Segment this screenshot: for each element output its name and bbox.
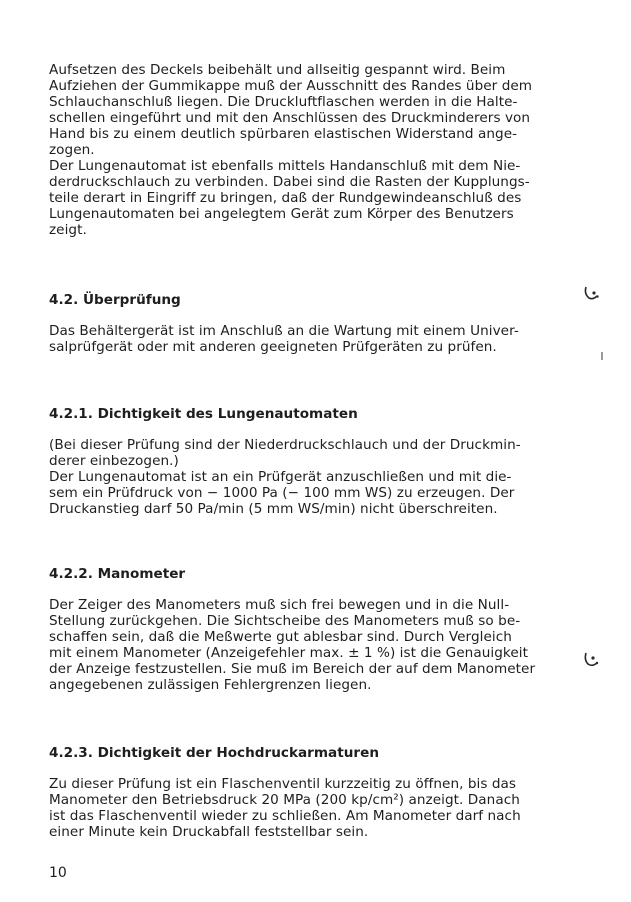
text-line: (Bei dieser Prüfung sind der Niederdruckschlauch und der Druckmin- [49,437,521,453]
text-line: Aufziehen der Gummikappe muß der Ausschnitt des Randes über dem [49,78,533,94]
binding-hole-mark-icon [583,651,601,669]
text-line: Der Zeiger des Manometers muß sich frei bewegen und in die Null- [49,597,510,613]
text-line: angegebenen zulässigen Fehlergrenzen liegen. [49,677,372,693]
text-line: Der Lungenautomat ist ebenfalls mittels Handanschluß mit dem Nie- [49,158,521,174]
text-line: schaffen sein, daß die Meßwerte gut ablesbar sind. Durch Vergleich [49,629,512,645]
text-line: sem ein Prüfdruck von − 1000 Pa (− 100 mm WS) zu erzeugen. Der [49,485,515,501]
text-line: zogen. [49,142,95,158]
section-heading-4-2: 4.2. Überprüfung [49,292,181,308]
margin-tick [601,352,603,360]
section-heading-4-2-3: 4.2.3. Dichtigkeit der Hochdruckarmaturen [49,745,379,761]
text-line: Schlauchanschluß liegen. Die Druckluftflaschen werden in die Halte- [49,94,518,110]
text-line: einer Minute kein Druckabfall feststellbar sein. [49,824,369,840]
text-line: Manometer den Betriebsdruck 20 MPa (200 kp/cm²) anzeigt. Danach [49,792,520,808]
text-line: teile derart in Eingriff zu bringen, daß der Rundgewindeanschluß des [49,190,522,206]
text-line: Das Behältergerät ist im Anschluß an die Wartung mit einem Univer- [49,323,519,339]
section-heading-4-2-2: 4.2.2. Manometer [49,566,186,582]
text-line: ist das Flaschenventil wieder zu schließen. Am Manometer darf nach [49,808,521,824]
text-line: Lungenautomaten bei angelegtem Gerät zum Körper des Benutzers [49,206,514,222]
page-number: 10 [49,865,67,881]
text-line: Hand bis zu einem deutlich spürbaren elastischen Widerstand ange- [49,126,518,142]
text-line: schellen eingeführt und mit den Anschlüssen des Druckminderers von [49,110,531,126]
text-line: salprüfgerät oder mit anderen geeigneten Prüfgeräten zu prüfen. [49,339,497,355]
text-line: zeigt. [49,222,87,238]
text-line: der Anzeige festzustellen. Sie muß im Bereich der auf dem Manometer [49,661,536,677]
text-line: Stellung zurückgehen. Die Sichtscheibe des Manometers muß so be- [49,613,521,629]
binding-hole-mark-icon [583,284,601,302]
text-line: derer einbezogen.) [49,453,179,469]
text-line: Aufsetzen des Deckels beibehält und allseitig gespannt wird. Beim [49,62,506,78]
section-heading-4-2-1: 4.2.1. Dichtigkeit des Lungenautomaten [49,406,358,422]
text-line: Druckanstieg darf 50 Pa/min (5 mm WS/min) nicht überschreiten. [49,501,498,517]
text-line: derdruckschlauch zu verbinden. Dabei sind die Rasten der Kupplungs- [49,174,530,190]
text-line: Der Lungenautomat ist an ein Prüfgerät anzuschließen und mit die- [49,469,512,485]
text-line: Zu dieser Prüfung ist ein Flaschenventil kurzzeitig zu öffnen, bis das [49,776,517,792]
text-line: mit einem Manometer (Anzeigefehler max. ± 1 %) ist die Genauigkeit [49,645,528,661]
